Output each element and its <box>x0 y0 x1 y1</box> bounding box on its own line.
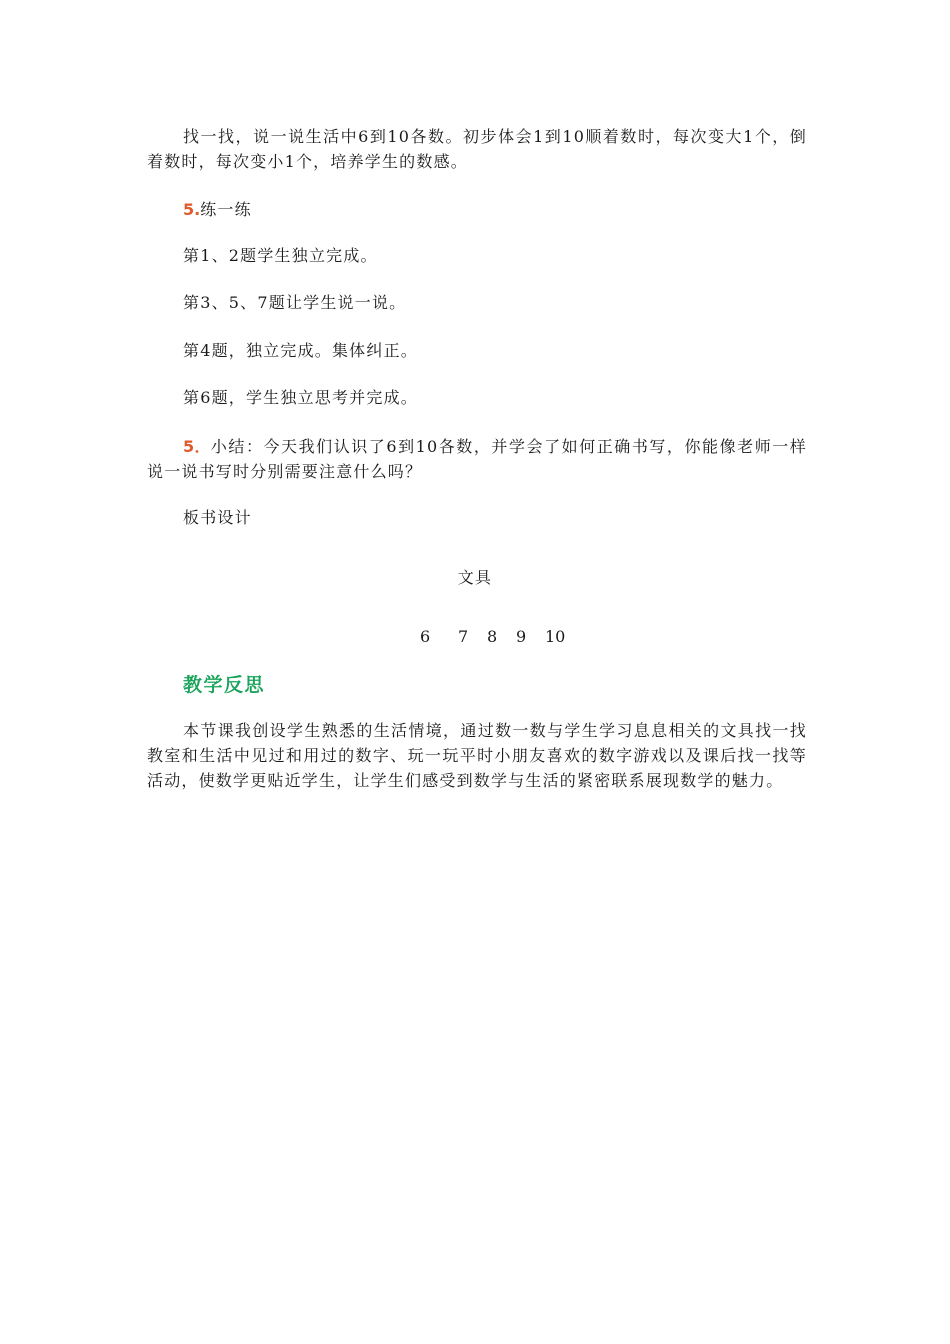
board-numbers <box>420 626 565 648</box>
practice-number: 5. <box>183 200 201 219</box>
board-number: 8 <box>487 627 498 646</box>
practice-title: 练一练 <box>200 200 252 219</box>
board-number: 7 <box>458 627 469 646</box>
summary-paragraph <box>147 434 807 484</box>
practice-item-1: 第1、2题学生独立完成。 <box>183 246 378 265</box>
board-number: 6 <box>420 627 431 646</box>
practice-item-4: 第6题，学生独立思考并完成。 <box>183 388 418 407</box>
intro-paragraph: 找一找，说一说生活中6到10各数。初步体会1到10顺着数时，每次变大1个，倒着数时，每次变小1个，培养学生的数感。 <box>147 127 807 171</box>
reflection-heading: 教学反思 <box>183 674 266 696</box>
practice-heading <box>183 199 252 221</box>
reflection-paragraph: 本节课我创设学生熟悉的生活情境，通过数一数与学生学习息息相关的文具找一找教室和生活中见过和用过的数字、玩一玩平时小朋友喜欢的数字游戏以及课后找一找等活动，使数学更贴近学生，让学生们感受到数学与生活的紧密联系展现数学的魅力。 <box>147 721 807 790</box>
board-title: 文具 <box>457 568 493 587</box>
board-number: 9 <box>516 627 527 646</box>
summary-text: 小结：今天我们认识了6到10各数，并学会了如何正确书写，你能像老师一样说一说书写时分别需要注意什么吗？ <box>147 437 807 481</box>
board-number: 10 <box>545 627 566 646</box>
summary-number: 5． <box>183 437 211 456</box>
practice-item-2: 第3、5、7题让学生说一说。 <box>183 293 407 312</box>
practice-item-3: 第4题，独立完成。集体纠正。 <box>183 341 418 360</box>
board-design-label: 板书设计 <box>183 508 252 527</box>
